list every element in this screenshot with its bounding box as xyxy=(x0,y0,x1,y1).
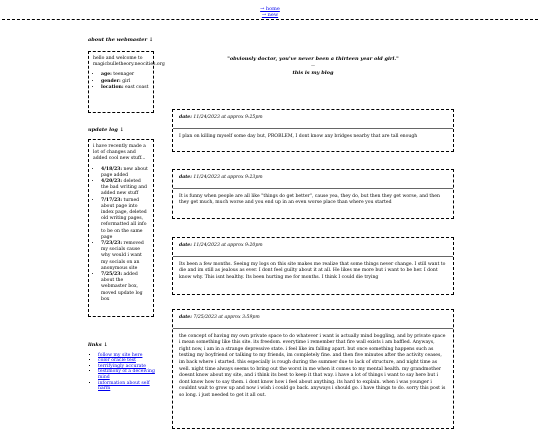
post-date-label: date: xyxy=(179,315,192,320)
post-date xyxy=(179,175,447,182)
link-color-oracle[interactable]: color oracle test xyxy=(98,358,136,364)
update-date: 7/17/23: xyxy=(101,197,123,203)
link-item xyxy=(98,381,158,392)
about-heading: about the webmaster ↓ xyxy=(88,37,154,43)
update-item xyxy=(101,179,149,198)
about-item-location xyxy=(101,85,149,91)
post-body: the concept of having my own private space to do whatever i want is actually mind boggling, and by private space i mean something like this site. its freedom. everytime i remember that fire wall exists i am baffled. Anyways, right now, i am in a strange depressive state. i feel like im falling apart. but once something happens such as texting my boyfriend or talking to my friends, im completely fine. and then five minutes after the activity ceases, im back where i started. this especially is rough during the summer due to lack of structure, and night time as well. night time always seems to bring out the worst in me when it comes to my mental health. my grandmother doesnt know about my site, and i think its best to keep it that way. i have a lot of things i want to say here but i dont know how to say them. i dont know how i feel about anything. its hard to explain. when i was younger i couldnt wait to grow up and now i wish i could go back. anyways i should go. i have things to do. sorry this post is so long. i just needed to get it all out. xyxy=(179,333,446,398)
post-divider xyxy=(173,328,453,329)
post-date xyxy=(179,115,447,122)
nav-new-link[interactable]: → new xyxy=(261,12,279,18)
header-quote: "obviously doctor, you've never been a thirteen year old girl." xyxy=(227,56,399,62)
nav-home-link[interactable]: → home xyxy=(260,6,280,12)
links-heading: links ↓ xyxy=(88,342,108,348)
update-date: 4/18/23: xyxy=(101,166,123,172)
post-body: Its been a few months. Seeing my logs on this site makes me realize that some things never change. I still want to die and im still as jealous as ever. I dont feel guilty about it at all. He likes me more but i want to be her. I dont know why. This isnt healthy. Its been hurting me for months. I think I could die trying xyxy=(179,261,446,280)
about-list xyxy=(93,72,149,91)
links-section xyxy=(88,343,158,392)
post-date xyxy=(179,243,447,250)
post-date-value: 11/24/2023 at approx 9:23pm xyxy=(191,175,263,180)
link-follow-site[interactable]: follow my site here xyxy=(98,352,143,358)
about-box xyxy=(88,51,165,113)
blog-post xyxy=(172,309,454,429)
post-date-label: date: xyxy=(179,175,192,180)
post-date xyxy=(179,315,447,322)
link-self-harm-info[interactable]: information about self harm xyxy=(98,380,150,392)
link-terrifyingly-accurate[interactable]: terrifyingly accurate xyxy=(98,363,146,369)
post-divider xyxy=(173,188,453,189)
update-intro: i have recently made a lot of changes and added cool new stuff... xyxy=(93,144,146,162)
about-intro: hello and welcome to magicbulletheory.neocities.org xyxy=(93,56,165,68)
update-text: deleted the bad writing and added new stuff xyxy=(101,179,147,197)
update-text: removed my socials cause why would i want my socials on an anonymous site xyxy=(101,241,144,271)
update-date: 7/23/23: xyxy=(101,241,123,247)
blog-title: this is my blog xyxy=(292,70,334,76)
update-text: new about page added xyxy=(101,166,148,178)
header-dash: — xyxy=(311,62,315,67)
update-text: added about the webmaster box, moved update log box xyxy=(101,272,143,302)
update-item xyxy=(101,241,149,272)
about-key: gender: xyxy=(101,78,121,84)
post-divider xyxy=(173,128,453,129)
update-list xyxy=(93,167,149,303)
about-value: teenager xyxy=(111,72,135,78)
post-date-value: 11/24/2023 at approx 9:25pm xyxy=(191,115,263,120)
blog-post xyxy=(172,109,454,152)
post-divider xyxy=(173,256,453,257)
update-log-heading: update log ↓ xyxy=(88,127,124,133)
links-list xyxy=(88,353,158,392)
update-text: turned about page into index page, deleted old writing pages, reformatted all info to be on the same page xyxy=(101,197,147,240)
update-item xyxy=(101,272,149,303)
blog-post xyxy=(172,169,454,219)
about-value: east coast xyxy=(123,84,149,90)
post-date-label: date: xyxy=(179,243,192,248)
post-date-value: 7/25/2023 at approx 3:59pm xyxy=(191,315,260,320)
post-body: I plan on killing myself some day but, PROBLEM, I dont know any bridges nearby that are tall enough xyxy=(179,133,418,139)
link-testimony[interactable]: testimony of a deceiving mind xyxy=(98,369,155,380)
update-item xyxy=(101,167,149,179)
about-key: location: xyxy=(101,84,124,90)
post-date-label: date: xyxy=(179,115,192,120)
about-value: girl xyxy=(120,78,131,84)
update-log-box xyxy=(88,139,154,317)
about-key: age: xyxy=(101,72,112,78)
post-body: It is funny when people are all like "things do get better", cause yea, they do, but then they get worse, and then they get much, much worse and you end up in an even worse place than where you started xyxy=(179,193,440,206)
blog-post xyxy=(172,237,454,295)
top-nav xyxy=(0,6,540,18)
update-date: 7/25/23: xyxy=(101,272,123,278)
link-item xyxy=(98,369,158,380)
update-date: 4/20/23: xyxy=(101,179,123,185)
post-date-value: 11/24/2023 at approx 9:20pm xyxy=(191,243,263,248)
update-item xyxy=(101,198,149,241)
top-divider xyxy=(2,19,538,20)
